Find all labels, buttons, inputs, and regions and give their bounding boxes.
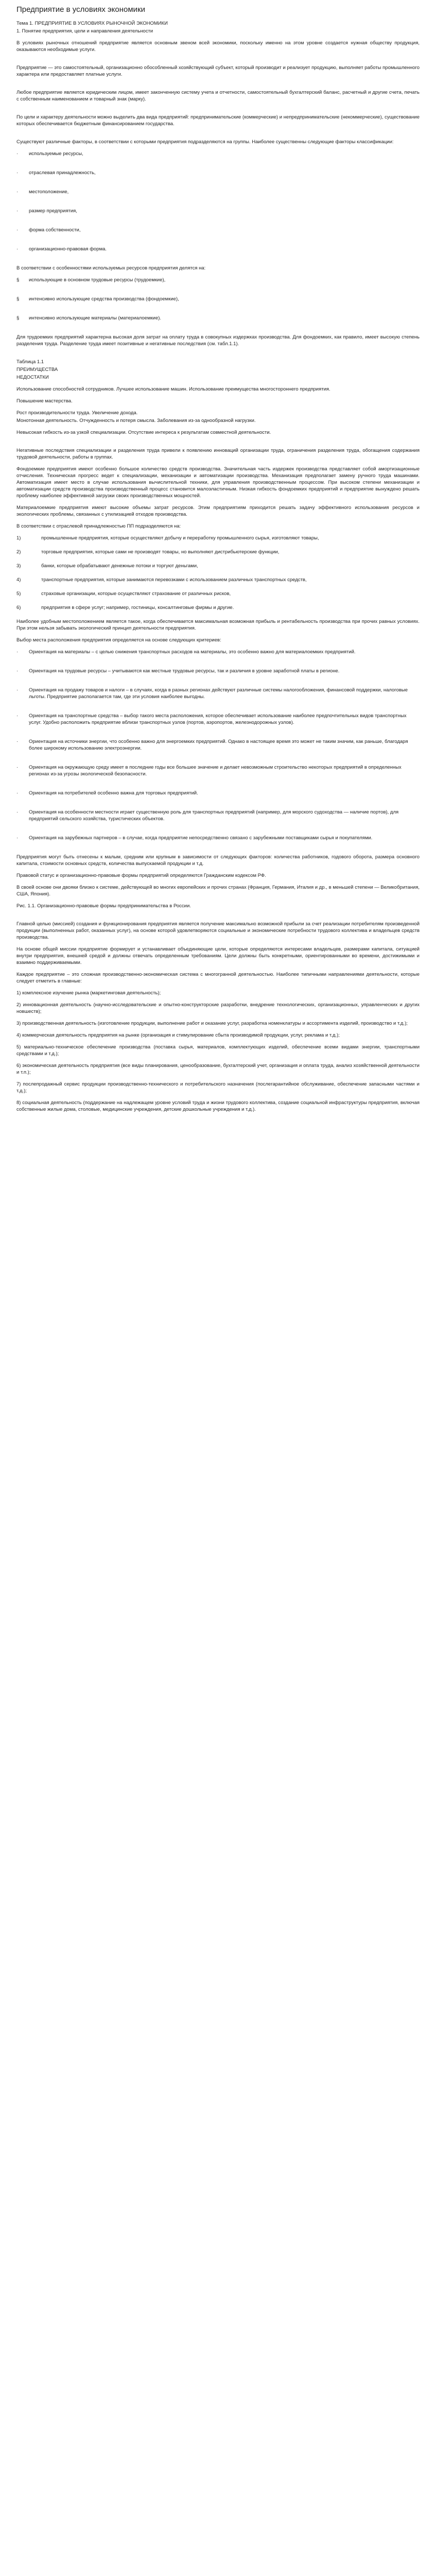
- paragraph: НЕДОСТАТКИ: [16, 375, 49, 380]
- paragraph: Тема 1. ПРЕДПРИЯТИЕ В УСЛОВИЯХ РЫНОЧНОЙ ЭКОНОМИКИ: [16, 21, 168, 26]
- paragraph: В условиях рыночных отношений предприятие является основным звеном всей экономики, поскольку именно на этом уровне создается нужная обществу продукция, оказываются необходимые услуги.: [16, 40, 420, 53]
- bullet-marker: ·: [16, 189, 19, 195]
- paragraph: Использование способностей сотрудников. Лучшее использование машин. Использование преимущества многостороннего предприятия.: [16, 386, 330, 392]
- bullet-item: [16, 649, 420, 655]
- bullet-marker: ·: [16, 790, 19, 796]
- paragraph: 3) производственная деятельность (изготовление продукции, выполнение работ и оказание услуг, разработка номенклатуры и ассортимента изделий, производство и т.д.);: [16, 1021, 408, 1026]
- article-body: [16, 20, 420, 1113]
- paragraph: Любое предприятие является юридическим лицом, имеет законченную систему учета и отчетности, самостоятельный бухгалтерский баланс, расчетный и другие счета, печать с собственным наименованием и товарный знак (марку).: [16, 90, 420, 102]
- paragraph: На основе общей миссии предприятие формирует и устанавливает объединяющие цели, которые определяются интересами владельцев, размерами капитала, ситуацией внутри предприятия, внешней средой и должны отвечать определенным требованиям. Цели должны быть конкретными, ориентированными во времени, достижимыми и взаимно поддерживаемыми.: [16, 946, 420, 965]
- bullet-marker: §: [16, 315, 20, 321]
- bullet-marker: ·: [16, 649, 19, 655]
- paragraph: Существуют различные факторы, в соответствии с которыми предприятия подразделяются на группы. Наиболее существенны следующие факторы классификации:: [16, 139, 394, 145]
- paragraph: Правовой статус и организационно-правовые формы предприятий определяются Гражданским кодексом РФ.: [16, 873, 266, 878]
- bullet-marker: §: [16, 296, 20, 302]
- item-text: Ориентация на окружающую среду имеет в последние годы все большее значение и делает невозможным строительство некоторых предприятий в определенных регионах из-за угрозы экологической безопасности.: [29, 765, 402, 777]
- paragraph: В соответствии с особенностями используемых ресурсов предприятия делятся на:: [16, 265, 206, 271]
- paragraph: Каждое предприятие – это сложная производственно-экономическая система с многогранной деятельностью. Наиболее типичными направлениями деятельности, которые следует отметить в главные:: [16, 972, 420, 984]
- bullet-item: [16, 315, 420, 321]
- bullet-item: [16, 277, 420, 283]
- paragraph: Главной целью (миссией) создания и функционирования предприятия является получение максимально возможной прибыли за счет реализации потребителям произведенной продукции (выполненных работ, оказанных услуг), на основе которой удовлетворяются социальные и экономические потребности трудового коллектива и владельцев средств производства.: [16, 921, 420, 940]
- paragraph: Рис. 1.1. Организационно-правовые формы предпринимательства в России.: [16, 903, 191, 909]
- item-text: страховые организации, которые осуществляют страхование от различных рисков,: [41, 591, 231, 597]
- paragraph: Рост производительности труда. Увеличение дохода.: [16, 410, 138, 416]
- bullet-marker: ·: [16, 151, 19, 157]
- bullet-item: [16, 713, 420, 726]
- item-text: форма собственности,: [29, 227, 81, 233]
- paragraph: Фондоемкие предприятия имеют особенно большое количество средств производства. Значительная часть издержек производства представляет собой амортизационные отчисления. Техническая прогресс ведет к специализации, механизации и автоматизации производства. Механизация предполагает замену ручного труда машинами. Автоматизация имеет место в случае использования вычислительной техники, для управления производственным процессом. При высоком степени механизации и автоматизации средств производства производственный процесс становится малоэластичным. Низкая гибкость фондоемких предприятий и предприятие вынуждено решать проблему наиболее эффективной загрузки своих производственных мощностей.: [16, 466, 420, 499]
- bullet-item: [16, 246, 420, 252]
- page: [8, 0, 428, 1128]
- item-number: 5): [16, 591, 21, 597]
- paragraph: 5) материально-техническое обеспечение производства (поставка сырья, материалов, комплектующих изделий, обеспечение всеми видами энергии, транспортными средствами и т.д.);: [16, 1044, 420, 1057]
- paragraph: 2) инновационная деятельность (научно-исследовательские и опытно-конструкторские разработки, внедрение технологических, организационных, управленческих и других новшеств);: [16, 1002, 420, 1014]
- paragraph: Таблица 1.1: [16, 359, 44, 365]
- bullet-marker: ·: [16, 246, 19, 252]
- item-text: Ориентация на продажу товаров и налоги – в случаях, когда в разных регионах действуют различные системы налогообложения, финансовой поддержки, налоговые льготы. Предприятие располагается там, где эти условия наиболее выгодны.: [29, 687, 408, 700]
- bullet-item: [16, 687, 420, 700]
- bullet-item: [16, 170, 420, 176]
- item-text: интенсивно использующие средства производства (фондоемкие),: [29, 296, 179, 302]
- bullet-marker: §: [16, 277, 20, 283]
- bullet-item: [16, 208, 420, 214]
- paragraph: 8) социальная деятельность (поддержание на надлежащем уровне условий труда и жизни трудового коллектива, создание социальной инфраструктуры предприятия, включая собственные жилые дома, столовые, медицинские учреждения, детские дошкольные учреждения и т.д.).: [16, 1100, 420, 1112]
- bullet-item: [16, 835, 420, 841]
- bullet-item: [16, 189, 420, 195]
- item-text: организационно-правовая форма.: [29, 246, 107, 252]
- paragraph: 1. Понятие предприятия, цели и направления деятельности: [16, 28, 153, 34]
- numbered-item: [16, 549, 420, 555]
- item-text: интенсивно использующие материалы (материалоемкие).: [29, 315, 162, 321]
- paragraph: В соответствии с отраслевой принадлежностью ПП подразделяются на:: [16, 523, 181, 529]
- paragraph: Невысокая гибкость из-за узкой специализации. Отсутствие интереса к результатам совместной деятельности.: [16, 430, 271, 435]
- bullet-item: [16, 668, 420, 674]
- paragraph: Негативные последствия специализации и разделения труда привели к появлению инноваций организации труда, ограничения разделения труда, обогащения содержания трудовой деятельности, работы в группах.: [16, 448, 420, 460]
- paragraph: Для трудоемких предприятий характерна высокая доля затрат на оплату труда в совокупных издержках производства. Для фондоемких, как правило, имеет высокую степень разделения труда. Разделение труда имеет позитивные и негативные последствия (см. табл.1.1).: [16, 334, 420, 347]
- paragraph: ПРЕИМУЩЕСТВА: [16, 367, 58, 372]
- paragraph: Предприятия могут быть отнесены к малым, средним или крупным в зависимости от следующих факторов: количества работников, годового оборота, размера основного капитала, стоимости основных средств, количества выпускаемой продукции и т.д.: [16, 854, 420, 867]
- item-text: торговые предприятия, которые сами не производят товары, но выполняют дистрибьютерские функции,: [41, 549, 280, 555]
- item-text: отраслевая принадлежность,: [29, 170, 96, 176]
- bullet-marker: ·: [16, 765, 19, 770]
- item-text: Ориентация на трудовые ресурсы – учитываются как местные трудовые ресурсы, так и различия в уровне заработной платы в регионе.: [29, 668, 340, 674]
- bullet-marker: ·: [16, 739, 19, 744]
- numbered-item: [16, 577, 420, 583]
- bullet-marker: ·: [16, 170, 19, 176]
- item-text: использующие в основном трудовые ресурсы (трудоемкие),: [29, 277, 166, 283]
- bullet-marker: ·: [16, 668, 19, 674]
- bullet-marker: ·: [16, 713, 19, 719]
- item-text: размер предприятия,: [29, 208, 77, 214]
- paragraph: Монотонная деятельность. Отчужденность и потеря смысла. Заболевания из-за однообразной нагрузки.: [16, 418, 256, 423]
- item-number: 1): [16, 535, 21, 541]
- bullet-marker: ·: [16, 809, 19, 815]
- page-title: Предприятие в условиях экономики: [16, 5, 145, 14]
- paragraph: По цели и характеру деятельности можно выделить два вида предприятий: предпринимательские (коммерческие) и непредпринимательские (некоммерческие), существование которых обеспечивается бюджетным финансированием государства.: [16, 114, 420, 127]
- bullet-item: [16, 296, 420, 302]
- item-number: 4): [16, 577, 21, 583]
- item-number: 2): [16, 549, 21, 555]
- paragraph: Повышение мастерства.: [16, 398, 73, 404]
- numbered-item: [16, 590, 420, 597]
- item-text: Ориентация на потребителей особенно важна для торговых предприятий.: [29, 790, 198, 796]
- item-text: Ориентация на транспортные средства – выбор такого места расположения, которое обеспечивает использование наиболее предпочтительных видов транспортных услуг. Удобно расположить предприятие вблизи транспортных узлов (портов, аэропортов, железнодорожных узлов).: [29, 713, 407, 725]
- paragraph: 4) коммерческая деятельность предприятия на рынке (организация и стимулирование сбыта производимой продукции, услуг, реклама и т.д.);: [16, 1032, 340, 1038]
- item-text: предприятия в сфере услуг; например, гостиницы, консалтинговые фирмы и другие.: [41, 605, 234, 611]
- item-text: Ориентация на особенности местности играет существенную роль для транспортных предприятий (например, для морского судоходства — наличие портов), для предприятий сельского хозяйства, туристических объектов.: [29, 809, 399, 822]
- item-text: Ориентация на источники энергии, что особенно важно для энергоемких предприятий. Однако в настоящее время это может не таким значим, как раньше, благодаря более широкому использованию электроэнергии.: [29, 739, 408, 751]
- bullet-item: [16, 790, 420, 796]
- item-text: Ориентация на зарубежных партнеров – в случае, когда предприятие непосредственно связано с зарубежными поставщиками сырья и покупателями.: [29, 835, 373, 841]
- bullet-marker: ·: [16, 835, 19, 841]
- bullet-item: [16, 738, 420, 752]
- item-text: Ориентация на материалы – с целью снижения транспортных расходов на материалы, это особенно важно для материалоемких предприятий.: [29, 649, 356, 655]
- item-number: 3): [16, 563, 21, 569]
- item-text: промышленные предприятия, которые осуществляют добычу и переработку промышленного сырья, изготовляют товары,: [41, 535, 319, 541]
- item-text: местоположение,: [29, 189, 69, 195]
- item-text: используемые ресурсы,: [29, 151, 83, 157]
- numbered-item: [16, 535, 420, 541]
- paragraph: Предприятие — это самостоятельный, организационно обособленный хозяйствующий субъект, который производит и реализует продукцию, выполняет работы промышленного характера или предоставляет платные услуги.: [16, 65, 420, 77]
- numbered-item: [16, 604, 420, 611]
- paragraph: 7) послепродажный сервис продукции производственно-технического и потребительского назначения (послегарантийное обслуживание, обеспечение запасными частями и т.д.);: [16, 1081, 420, 1094]
- numbered-item: [16, 563, 420, 569]
- paragraph: Материалоемкие предприятия имеют высокие объемы затрат ресурсов. Этим предприятиям приходится решать задачу эффективного использования ресурсов и экологических проблемы, связанных с утилизацией отходов производства.: [16, 505, 420, 517]
- bullet-item: [16, 150, 420, 157]
- bullet-item: [16, 764, 420, 777]
- paragraph: Наиболее удобным местоположением является такое, когда обеспечивается максимальная возможная прибыль и рентабельность производства при прочих равных условиях. При этом нельзя забывать экологический принцип деятельности предприятия.: [16, 619, 420, 631]
- item-number: 6): [16, 605, 21, 611]
- bullet-marker: ·: [16, 208, 19, 214]
- bullet-marker: ·: [16, 227, 19, 233]
- paragraph: 1) комплексное изучение рынка (маркетинговая деятельность);: [16, 990, 161, 996]
- paragraph: Выбор места расположения предприятия определяется на основе следующих критериев:: [16, 637, 221, 643]
- item-text: банки, которые обрабатывают денежные потоки и торгуют деньгами,: [41, 563, 198, 569]
- bullet-marker: ·: [16, 687, 19, 693]
- paragraph: 6) экономическая деятельность предприятия (все виды планирования, ценообразование, бухгалтерский учет, организация и оплата труда, анализ хозяйственной деятельности и т.п.);: [16, 1063, 420, 1075]
- paragraph: В своей основе они двояки близко к системе, действующей во многих европейских и прочих странах (Франция, Германия, Италия и др., в меньшей степени — Великобритания, США, Япония).: [16, 885, 420, 897]
- bullet-item: [16, 227, 420, 233]
- item-text: транспортные предприятия, которые занимаются перевозками с использованием различных транспортных средств,: [41, 577, 307, 583]
- bullet-item: [16, 809, 420, 822]
